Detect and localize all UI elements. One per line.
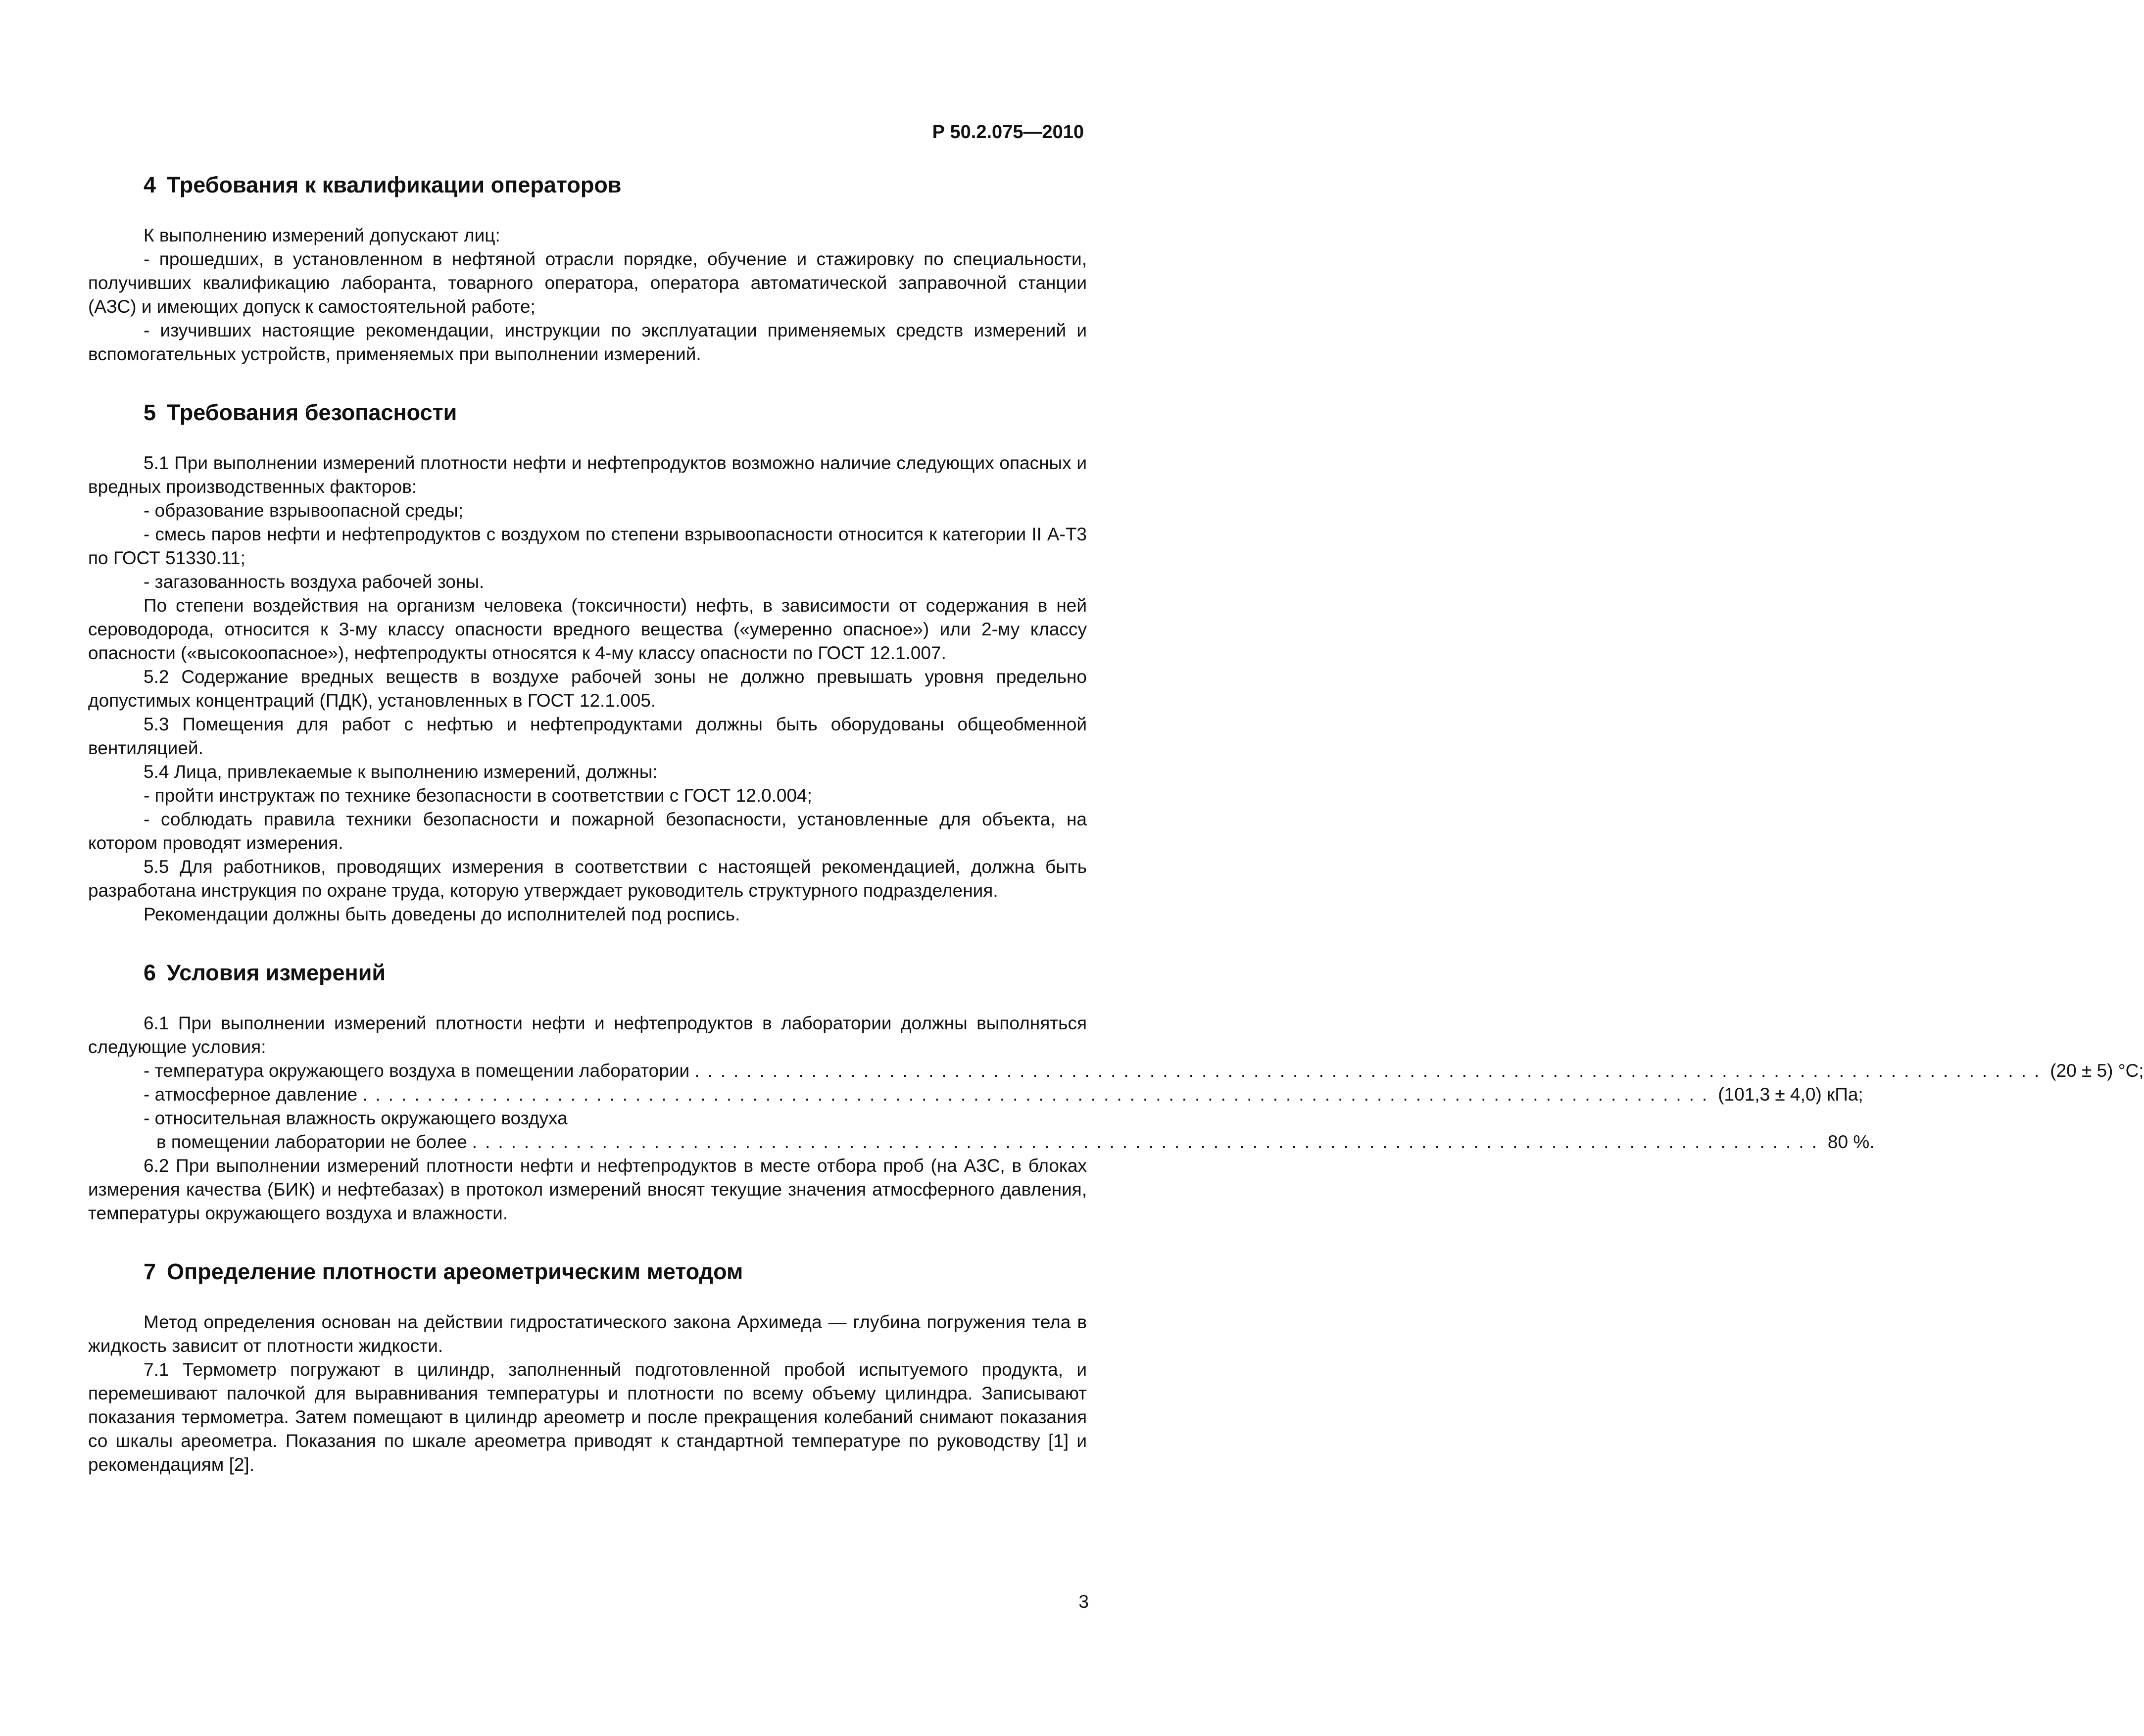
section-6-heading <box>144 959 1087 987</box>
condition-label: - атмосферное давление <box>144 1084 358 1105</box>
paragraph: 6.2 При выполнении измерений плотности нефти и нефтепродуктов в месте отбора проб (на АЗС, в блоках измерения качества (БИК) и нефтебазах) в протокол измерений вносят текущие значения атмосферного давления, температуры окружающего воздуха и влажности. <box>88 1156 1087 1223</box>
paragraph: - смесь паров нефти и нефтепродуктов с воздухом по степени взрывоопасности относится к категории II А-Т3 по ГОСТ 51330.11; <box>88 524 1087 568</box>
section-5 <box>88 399 1087 926</box>
condition-humidity <box>88 1130 1875 1154</box>
paragraph: Рекомендации должны быть доведены до исполнителей под роспись. <box>144 904 740 924</box>
condition-value: 80 %. <box>1827 1132 1875 1152</box>
leader-dots: ........................................................................................................ <box>472 1132 1825 1152</box>
section-6-number: 6 <box>144 960 156 985</box>
paragraph: По степени воздействия на организм человека (токсичности) нефть, в зависимости от содержания в ней сероводорода, относится к 3-му классу опасности вредного вещества («умеренно опасное») или 2-му классу опасности («высокоопасное»), нефтепродукты относятся к 4-му классу опасности по ГОСТ 12.1.007. <box>88 595 1087 663</box>
leader-dots: ........................................................................................................ <box>362 1084 1715 1105</box>
paragraph: 5.4 Лица, привлекаемые к выполнению измерений, должны: <box>144 762 658 782</box>
paragraph: К выполнению измерений допускают лиц: <box>144 225 500 245</box>
section-7-title: Определение плотности ареометрическим методом <box>167 1259 743 1284</box>
paragraph: - образование взрывоопасной среды; <box>144 500 464 521</box>
document-code: Р 50.2.075—2010 <box>932 122 1084 143</box>
section-4-heading <box>144 171 1087 199</box>
document-body <box>88 171 2144 1477</box>
paragraph: - прошедших, в установленном в нефтяной отрасли порядке, обучение и стажировку по специальности, получивших квалификацию лаборанта, товарного оператора, оператора автоматической заправочной станции (АЗС) и имеющих допуск к самостоятельной работе; <box>88 249 1087 317</box>
paragraph: - пройти инструктаж по технике безопасности в соответствии с ГОСТ 12.0.004; <box>144 785 812 806</box>
condition-value: (101,3 ± 4,0) кПа; <box>1718 1084 1863 1105</box>
section-4-title: Требования к квалификации операторов <box>167 172 622 197</box>
paragraph: 5.3 Помещения для работ с нефтью и нефтепродуктами должны быть оборудованы общеобменной вентиляцией. <box>88 714 1087 758</box>
paragraph: - изучивших настоящие рекомендации, инструкции по эксплуатации применяемых средств измерений и вспомогательных устройств, применяемых при выполнении измерений. <box>88 320 1087 364</box>
section-7 <box>88 1258 1087 1477</box>
section-7-heading <box>144 1258 1087 1286</box>
condition-humidity-label <box>88 1107 1087 1130</box>
section-6-title: Условия измерений <box>167 960 386 985</box>
section-4 <box>88 171 1087 366</box>
paragraph: Метод определения основан на действии гидростатического закона Архимеда — глубина погружения тела в жидкость зависит от плотности жидкости. <box>88 1312 1087 1356</box>
paragraph: 7.1 Термометр погружают в цилиндр, заполненный подготовленной пробой испытуемого продукта, и перемешивают палочкой для выравнивания температуры и плотности по всему объему цилиндра. Записывают показания термометра. Затем помещают в цилиндр ареометр и после прекращения колебаний снимают показания со шкалы ареометра. Показания по шкале ареометра приводят к стандартной температуре по руководству [1] и рекомендациям [2]. <box>88 1359 1087 1475</box>
section-5-heading <box>144 399 1087 427</box>
page-number: 3 <box>1078 1591 1089 1612</box>
condition-temperature <box>88 1059 2144 1083</box>
paragraph: 5.5 Для работников, проводящих измерения в соответствии с настоящей рекомендацией, должна быть разработана инструкция по охране труда, которую утверждает руководитель структурного подразделения. <box>88 857 1087 901</box>
condition-pressure <box>88 1083 1863 1107</box>
paragraph: - загазованность воздуха рабочей зоны. <box>144 572 485 592</box>
paragraph: 5.2 Содержание вредных веществ в воздухе рабочей зоны не должно превышать уровня предельно допустимых концентраций (ПДК), установленных в ГОСТ 12.1.005. <box>88 667 1087 711</box>
paragraph: - соблюдать правила техники безопасности и пожарной безопасности, установленные для объекта, на котором проводят измерения. <box>88 809 1087 853</box>
section-5-title: Требования безопасности <box>167 400 457 425</box>
condition-value: (20 ± 5) °С; <box>2050 1061 2144 1081</box>
condition-label: в помещении лаборатории не более <box>156 1132 467 1152</box>
condition-label: - температура окружающего воздуха в помещении лаборатории <box>144 1061 690 1081</box>
paragraph: 6.1 При выполнении измерений плотности нефти и нефтепродуктов в лаборатории должны выполняться следующие условия: <box>88 1013 1087 1057</box>
leader-dots: ........................................................................................................ <box>694 1061 2047 1081</box>
section-7-number: 7 <box>144 1259 156 1284</box>
section-4-number: 4 <box>144 172 156 197</box>
section-6 <box>88 959 2144 1225</box>
paragraph: 5.1 При выполнении измерений плотности нефти и нефтепродуктов возможно наличие следующих опасных и вредных производственных факторов: <box>88 453 1087 497</box>
condition-label: - относительная влажность окружающего воздуха <box>144 1108 568 1128</box>
section-5-number: 5 <box>144 400 156 425</box>
